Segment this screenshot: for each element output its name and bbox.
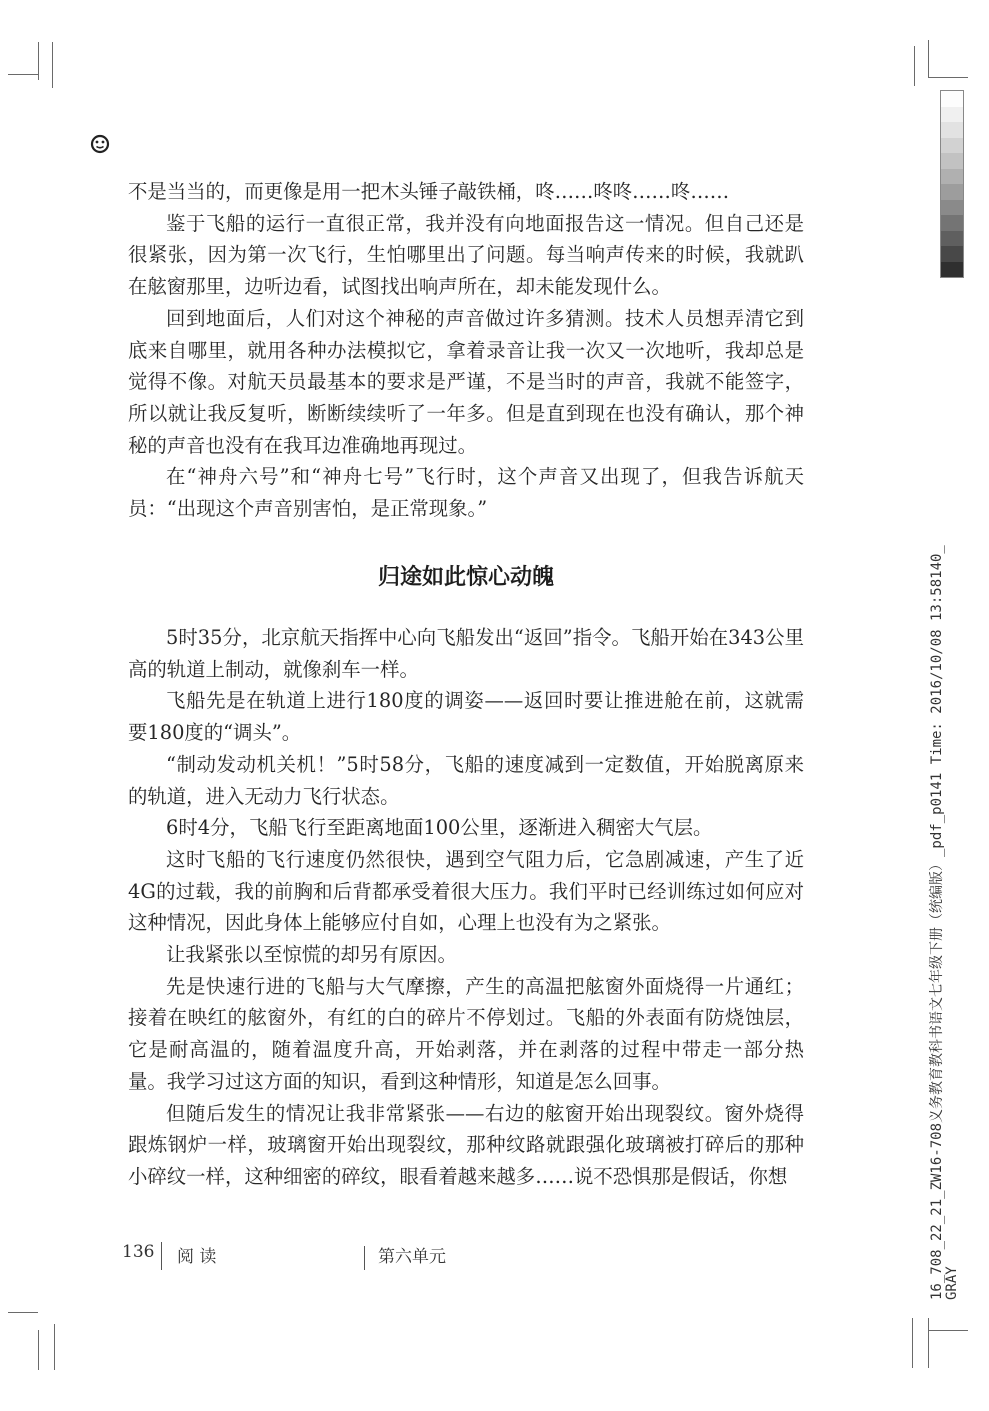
- crop-mark: [8, 1312, 38, 1313]
- crop-mark: [912, 1318, 913, 1368]
- paragraph: 5时35分，北京航天指挥中心向飞船发出“返回”指令。飞船开始在343公里高的轨道上制动，就像刹车一样。: [128, 626, 804, 681]
- crop-mark: [928, 40, 929, 78]
- paragraph: “制动发动机关机！”5时58分，飞船的速度减到一定数值，开始脱离原来的轨道，进入无动力飞行状态。: [128, 752, 804, 808]
- crop-mark: [8, 74, 38, 75]
- footer-divider: [364, 1246, 365, 1270]
- crop-mark: [928, 77, 968, 78]
- paragraph: 但随后发生的情况让我非常紧张——右边的舷窗开始出现裂纹。窗外烧得跟炼钢炉一样，玻璃窗开始出现裂纹，那种纹路就跟强化玻璃被打碎后的那种小碎纹一样，这种细密的碎纹，眼看着越来越多……说不恐惧那是假话，你想: [128, 1101, 804, 1188]
- gray-scale-strip: [940, 90, 964, 278]
- crop-mark: [38, 42, 39, 80]
- registration-mark-icon: [90, 134, 110, 154]
- paragraph: 在“神舟六号”和“神舟七号”飞行时，这个声音又出现了，但我告诉航天员：“出现这个声音别害怕，是正常现象。”: [128, 465, 804, 521]
- paragraph: 让我紧张以至惊慌的却另有原因。: [166, 943, 457, 967]
- paragraph: 先是快速行进的飞船与大气摩擦，产生的高温把舷窗外面烧得一片通红；接着在映红的舷窗外，有红的白的碎片不停划过。飞船的外表面有防烧蚀层，它是耐高温的，随着温度升高，开始剥落，并在剥落的过程中带走一部分热量。我学习过这方面的知识，看到这种情形，知道是怎么回事。: [128, 974, 804, 1093]
- footer-section-label: 阅 读: [177, 1247, 217, 1267]
- paragraph: 这时飞船的飞行速度仍然很快，遇到空气阻力后，它急剧减速，产生了近4G的过载，我的前胸和后背都承受着很大压力。我们平时已经训练过如何应对这种情况，因此身体上能够应付自如，心理上也没有为之紧张。: [128, 847, 804, 935]
- crop-mark: [914, 46, 915, 86]
- footer-unit-label: 第六单元: [378, 1247, 446, 1267]
- section-heading: 归途如此惊心动魄: [377, 565, 554, 590]
- crop-mark: [928, 1318, 929, 1368]
- paragraph: 不是当当的，而更像是用一把木头锤子敲铁桶，咚……咚咚……咚……: [128, 180, 730, 203]
- paragraph: 鉴于飞船的运行一直很正常，我并没有向地面报告这一情况。但自己还是很紧张，因为第一次飞行，生怕哪里出了问题。每当响声传来的时候，我就趴在舷窗那里，边听边看，试图找出响声所在，却未能发现什么。: [128, 211, 804, 299]
- paragraph: 回到地面后，人们对这个神秘的声音做过许多猜测。技术人员想弄清它到底来自哪里，就用各种办法模拟它，拿着录音让我一次又一次地听，我却总是觉得不像。对航天员最基本的要求是严谨，不是当时的声音，我就不能签字，所以就让我反复听，断断续续听了一年多。但是直到现在也没有确认，那个神秘的声音也没有在我耳边准确地再现过。: [128, 306, 804, 457]
- crop-mark: [38, 1330, 39, 1370]
- crop-mark: [52, 42, 53, 88]
- printer-slug-gray: GRAY: [944, 1266, 960, 1300]
- printer-slug: [930, 545, 960, 1300]
- page-number: 136: [122, 1242, 155, 1262]
- paragraph: 6时4分，飞船飞行至距离地面100公里，逐渐进入稠密大气层。: [166, 816, 713, 840]
- printer-slug-line: 16_708_22_21_ZW16-708义务教育教科书语文七年级下册（统编版）_pdf_p0141 Time: 2016/10/08 13:58140_: [929, 545, 945, 1300]
- paragraph: 飞船先是在轨道上进行180度的调姿——返回时要让推进舱在前，这就需要180度的“调头”。: [128, 689, 804, 745]
- body-text-part2: [128, 622, 804, 1193]
- crop-mark: [928, 1330, 968, 1331]
- body-text-part1: [128, 176, 804, 525]
- crop-mark: [54, 1324, 55, 1370]
- footer-divider: [161, 1242, 162, 1270]
